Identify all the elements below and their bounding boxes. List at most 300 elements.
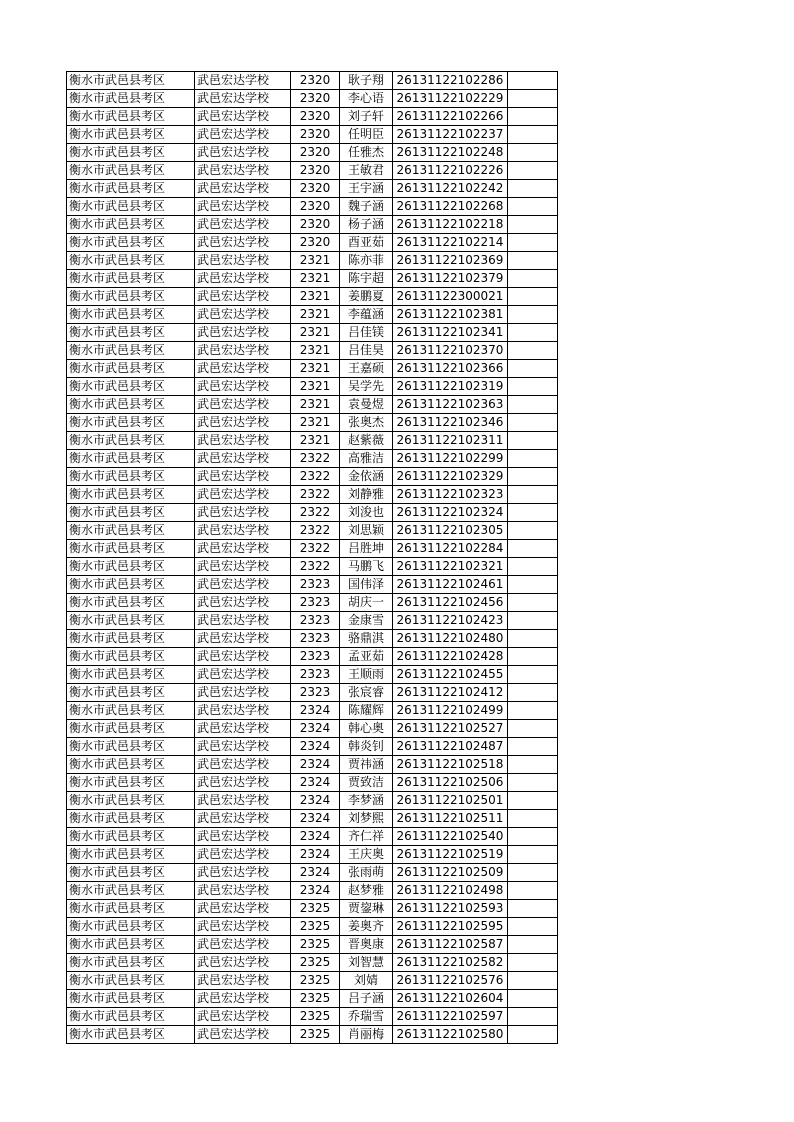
- cell-exam-room: 2324: [291, 738, 340, 756]
- cell-empty: [508, 810, 558, 828]
- cell-exam-room: 2324: [291, 756, 340, 774]
- cell-exam-region: 衡水市武邑县考区: [67, 486, 195, 504]
- cell-exam-room: 2325: [291, 936, 340, 954]
- cell-exam-region: 衡水市武邑县考区: [67, 360, 195, 378]
- table-row: [67, 342, 558, 360]
- cell-school: 武邑宏达学校: [195, 954, 291, 972]
- cell-exam-room: 2324: [291, 774, 340, 792]
- table-row: [67, 882, 558, 900]
- cell-exam-room: 2324: [291, 810, 340, 828]
- cell-empty: [508, 306, 558, 324]
- cell-school: 武邑宏达学校: [195, 252, 291, 270]
- table-row: [67, 792, 558, 810]
- cell-student-name: 张雨萌: [340, 864, 393, 882]
- cell-student-name: 肖丽梅: [340, 1026, 393, 1044]
- table-row: [67, 972, 558, 990]
- cell-exam-number: 26131122102582: [393, 954, 508, 972]
- cell-school: 武邑宏达学校: [195, 774, 291, 792]
- cell-exam-region: 衡水市武邑县考区: [67, 126, 195, 144]
- cell-exam-number: 26131122102593: [393, 900, 508, 918]
- cell-exam-number: 26131122102527: [393, 720, 508, 738]
- cell-exam-room: 2322: [291, 450, 340, 468]
- cell-student-name: 孟亚茹: [340, 648, 393, 666]
- cell-exam-room: 2321: [291, 414, 340, 432]
- cell-school: 武邑宏达学校: [195, 504, 291, 522]
- cell-student-name: 吕佳昊: [340, 342, 393, 360]
- cell-school: 武邑宏达学校: [195, 486, 291, 504]
- cell-exam-region: 衡水市武邑县考区: [67, 396, 195, 414]
- cell-student-name: 李蕴涵: [340, 306, 393, 324]
- table-row: [67, 720, 558, 738]
- cell-student-name: 韩炎钊: [340, 738, 393, 756]
- cell-school: 武邑宏达学校: [195, 144, 291, 162]
- cell-exam-number: 26131122102381: [393, 306, 508, 324]
- cell-empty: [508, 450, 558, 468]
- cell-exam-room: 2325: [291, 918, 340, 936]
- cell-exam-number: 26131122102305: [393, 522, 508, 540]
- cell-exam-room: 2321: [291, 342, 340, 360]
- cell-exam-number: 26131122102587: [393, 936, 508, 954]
- cell-exam-room: 2322: [291, 468, 340, 486]
- cell-school: 武邑宏达学校: [195, 162, 291, 180]
- cell-exam-number: 26131122102487: [393, 738, 508, 756]
- cell-exam-number: 26131122102311: [393, 432, 508, 450]
- table-row: [67, 180, 558, 198]
- cell-exam-region: 衡水市武邑县考区: [67, 162, 195, 180]
- cell-exam-number: 26131122102237: [393, 126, 508, 144]
- table-row: [67, 162, 558, 180]
- cell-exam-number: 26131122102519: [393, 846, 508, 864]
- cell-exam-number: 26131122102319: [393, 378, 508, 396]
- cell-school: 武邑宏达学校: [195, 684, 291, 702]
- cell-exam-room: 2324: [291, 720, 340, 738]
- cell-exam-number: 26131122102226: [393, 162, 508, 180]
- cell-school: 武邑宏达学校: [195, 558, 291, 576]
- cell-school: 武邑宏达学校: [195, 126, 291, 144]
- cell-school: 武邑宏达学校: [195, 216, 291, 234]
- cell-school: 武邑宏达学校: [195, 450, 291, 468]
- cell-exam-region: 衡水市武邑县考区: [67, 270, 195, 288]
- cell-school: 武邑宏达学校: [195, 396, 291, 414]
- cell-exam-region: 衡水市武邑县考区: [67, 954, 195, 972]
- cell-empty: [508, 360, 558, 378]
- cell-school: 武邑宏达学校: [195, 738, 291, 756]
- table-row: [67, 702, 558, 720]
- cell-exam-region: 衡水市武邑县考区: [67, 576, 195, 594]
- cell-student-name: 马鹏飞: [340, 558, 393, 576]
- cell-exam-number: 26131122102461: [393, 576, 508, 594]
- cell-exam-region: 衡水市武邑县考区: [67, 864, 195, 882]
- table-row: [67, 522, 558, 540]
- cell-school: 武邑宏达学校: [195, 918, 291, 936]
- cell-empty: [508, 648, 558, 666]
- cell-exam-number: 26131122102580: [393, 1026, 508, 1044]
- cell-exam-region: 衡水市武邑县考区: [67, 720, 195, 738]
- cell-student-name: 任雅杰: [340, 144, 393, 162]
- cell-exam-number: 26131122102242: [393, 180, 508, 198]
- table-row: [67, 270, 558, 288]
- table-row: [67, 504, 558, 522]
- cell-exam-room: 2324: [291, 864, 340, 882]
- cell-exam-number: 26131122102370: [393, 342, 508, 360]
- cell-exam-room: 2321: [291, 306, 340, 324]
- cell-student-name: 胡庆一: [340, 594, 393, 612]
- cell-exam-room: 2324: [291, 882, 340, 900]
- cell-exam-room: 2325: [291, 990, 340, 1008]
- cell-school: 武邑宏达学校: [195, 378, 291, 396]
- table-row: [67, 468, 558, 486]
- cell-exam-number: 26131122102498: [393, 882, 508, 900]
- cell-exam-region: 衡水市武邑县考区: [67, 648, 195, 666]
- cell-exam-region: 衡水市武邑县考区: [67, 306, 195, 324]
- cell-student-name: 高雅洁: [340, 450, 393, 468]
- cell-exam-number: 26131122102595: [393, 918, 508, 936]
- cell-school: 武邑宏达学校: [195, 432, 291, 450]
- cell-exam-room: 2322: [291, 486, 340, 504]
- cell-empty: [508, 882, 558, 900]
- cell-student-name: 王顺雨: [340, 666, 393, 684]
- cell-exam-number: 26131122102480: [393, 630, 508, 648]
- cell-empty: [508, 594, 558, 612]
- cell-empty: [508, 468, 558, 486]
- cell-exam-room: 2321: [291, 360, 340, 378]
- cell-school: 武邑宏达学校: [195, 810, 291, 828]
- table-row: [67, 756, 558, 774]
- cell-school: 武邑宏达学校: [195, 702, 291, 720]
- cell-exam-number: 26131122102456: [393, 594, 508, 612]
- cell-exam-region: 衡水市武邑县考区: [67, 972, 195, 990]
- cell-empty: [508, 954, 558, 972]
- cell-student-name: 袁曼煜: [340, 396, 393, 414]
- cell-school: 武邑宏达学校: [195, 468, 291, 486]
- cell-exam-region: 衡水市武邑县考区: [67, 828, 195, 846]
- cell-exam-number: 26131122102604: [393, 990, 508, 1008]
- cell-school: 武邑宏达学校: [195, 306, 291, 324]
- roster-body: [67, 72, 558, 1044]
- cell-exam-region: 衡水市武邑县考区: [67, 738, 195, 756]
- cell-exam-region: 衡水市武邑县考区: [67, 378, 195, 396]
- cell-empty: [508, 846, 558, 864]
- cell-student-name: 陈耀辉: [340, 702, 393, 720]
- table-row: [67, 864, 558, 882]
- cell-exam-region: 衡水市武邑县考区: [67, 810, 195, 828]
- cell-empty: [508, 486, 558, 504]
- cell-student-name: 贾致洁: [340, 774, 393, 792]
- cell-exam-room: 2320: [291, 216, 340, 234]
- cell-exam-room: 2320: [291, 108, 340, 126]
- table-row: [67, 72, 558, 90]
- cell-exam-number: 26131122102576: [393, 972, 508, 990]
- cell-exam-region: 衡水市武邑县考区: [67, 342, 195, 360]
- cell-student-name: 任明臣: [340, 126, 393, 144]
- cell-exam-room: 2322: [291, 558, 340, 576]
- table-row: [67, 126, 558, 144]
- cell-exam-room: 2325: [291, 954, 340, 972]
- cell-exam-room: 2325: [291, 900, 340, 918]
- cell-school: 武邑宏达学校: [195, 648, 291, 666]
- cell-empty: [508, 288, 558, 306]
- cell-empty: [508, 342, 558, 360]
- cell-exam-region: 衡水市武邑县考区: [67, 180, 195, 198]
- cell-exam-number: 26131122102423: [393, 612, 508, 630]
- cell-exam-region: 衡水市武邑县考区: [67, 918, 195, 936]
- table-row: [67, 1008, 558, 1026]
- cell-exam-number: 26131122102268: [393, 198, 508, 216]
- cell-exam-room: 2323: [291, 612, 340, 630]
- table-row: [67, 936, 558, 954]
- cell-exam-region: 衡水市武邑县考区: [67, 522, 195, 540]
- cell-student-name: 杨子涵: [340, 216, 393, 234]
- cell-empty: [508, 702, 558, 720]
- cell-school: 武邑宏达学校: [195, 720, 291, 738]
- cell-exam-region: 衡水市武邑县考区: [67, 216, 195, 234]
- cell-empty: [508, 270, 558, 288]
- cell-school: 武邑宏达学校: [195, 828, 291, 846]
- cell-school: 武邑宏达学校: [195, 1008, 291, 1026]
- cell-exam-number: 26131122102428: [393, 648, 508, 666]
- cell-empty: [508, 828, 558, 846]
- table-row: [67, 486, 558, 504]
- cell-student-name: 吕子涵: [340, 990, 393, 1008]
- table-row: [67, 810, 558, 828]
- cell-empty: [508, 738, 558, 756]
- cell-student-name: 陈亦菲: [340, 252, 393, 270]
- table-row: [67, 234, 558, 252]
- cell-school: 武邑宏达学校: [195, 522, 291, 540]
- cell-school: 武邑宏达学校: [195, 576, 291, 594]
- cell-exam-region: 衡水市武邑县考区: [67, 774, 195, 792]
- cell-exam-number: 26131122102324: [393, 504, 508, 522]
- cell-school: 武邑宏达学校: [195, 180, 291, 198]
- table-row: [67, 900, 558, 918]
- cell-student-name: 贾祎涵: [340, 756, 393, 774]
- cell-exam-number: 26131122102214: [393, 234, 508, 252]
- cell-exam-room: 2320: [291, 144, 340, 162]
- table-row: [67, 774, 558, 792]
- cell-student-name: 李梦涵: [340, 792, 393, 810]
- cell-school: 武邑宏达学校: [195, 1026, 291, 1044]
- table-row: [67, 288, 558, 306]
- cell-empty: [508, 1008, 558, 1026]
- table-row: [67, 738, 558, 756]
- cell-student-name: 姜鹏夏: [340, 288, 393, 306]
- cell-exam-room: 2323: [291, 576, 340, 594]
- table-row: [67, 990, 558, 1008]
- cell-school: 武邑宏达学校: [195, 198, 291, 216]
- cell-exam-region: 衡水市武邑县考区: [67, 684, 195, 702]
- table-row: [67, 576, 558, 594]
- cell-exam-room: 2320: [291, 180, 340, 198]
- cell-student-name: 吕胜坤: [340, 540, 393, 558]
- table-row: [67, 108, 558, 126]
- cell-student-name: 刘静雅: [340, 486, 393, 504]
- cell-empty: [508, 252, 558, 270]
- table-row: [67, 432, 558, 450]
- cell-student-name: 耿子翔: [340, 72, 393, 90]
- cell-exam-room: 2322: [291, 504, 340, 522]
- table-row: [67, 954, 558, 972]
- table-row: [67, 540, 558, 558]
- cell-exam-region: 衡水市武邑县考区: [67, 234, 195, 252]
- cell-empty: [508, 684, 558, 702]
- cell-exam-region: 衡水市武邑县考区: [67, 450, 195, 468]
- cell-exam-room: 2321: [291, 432, 340, 450]
- cell-student-name: 吴学先: [340, 378, 393, 396]
- cell-exam-number: 26131122102455: [393, 666, 508, 684]
- cell-student-name: 陈宇超: [340, 270, 393, 288]
- cell-empty: [508, 918, 558, 936]
- cell-empty: [508, 324, 558, 342]
- cell-exam-region: 衡水市武邑县考区: [67, 846, 195, 864]
- cell-school: 武邑宏达学校: [195, 864, 291, 882]
- cell-empty: [508, 504, 558, 522]
- cell-student-name: 刘子轩: [340, 108, 393, 126]
- cell-empty: [508, 864, 558, 882]
- table-row: [67, 648, 558, 666]
- cell-exam-room: 2325: [291, 1008, 340, 1026]
- cell-empty: [508, 234, 558, 252]
- cell-student-name: 张奥杰: [340, 414, 393, 432]
- cell-school: 武邑宏达学校: [195, 594, 291, 612]
- cell-school: 武邑宏达学校: [195, 288, 291, 306]
- cell-empty: [508, 666, 558, 684]
- cell-exam-number: 26131122102501: [393, 792, 508, 810]
- cell-empty: [508, 900, 558, 918]
- cell-empty: [508, 216, 558, 234]
- cell-school: 武邑宏达学校: [195, 882, 291, 900]
- cell-exam-room: 2325: [291, 1026, 340, 1044]
- cell-empty: [508, 144, 558, 162]
- cell-student-name: 刘婧: [340, 972, 393, 990]
- cell-exam-number: 26131122102499: [393, 702, 508, 720]
- table-row: [67, 558, 558, 576]
- cell-student-name: 李心语: [340, 90, 393, 108]
- cell-school: 武邑宏达学校: [195, 972, 291, 990]
- cell-exam-room: 2321: [291, 288, 340, 306]
- cell-student-name: 赵紫薇: [340, 432, 393, 450]
- cell-school: 武邑宏达学校: [195, 666, 291, 684]
- cell-exam-room: 2323: [291, 648, 340, 666]
- cell-exam-number: 26131122300021: [393, 288, 508, 306]
- cell-empty: [508, 432, 558, 450]
- cell-student-name: 刘梦熙: [340, 810, 393, 828]
- cell-exam-number: 26131122102511: [393, 810, 508, 828]
- cell-exam-number: 26131122102266: [393, 108, 508, 126]
- table-row: [67, 216, 558, 234]
- cell-exam-region: 衡水市武邑县考区: [67, 756, 195, 774]
- cell-school: 武邑宏达学校: [195, 108, 291, 126]
- cell-student-name: 吕佳镁: [340, 324, 393, 342]
- table-row: [67, 918, 558, 936]
- cell-empty: [508, 774, 558, 792]
- table-row: [67, 198, 558, 216]
- cell-school: 武邑宏达学校: [195, 990, 291, 1008]
- cell-exam-room: 2320: [291, 234, 340, 252]
- cell-exam-number: 26131122102509: [393, 864, 508, 882]
- cell-exam-region: 衡水市武邑县考区: [67, 144, 195, 162]
- table-row: [67, 1026, 558, 1044]
- cell-exam-room: 2320: [291, 198, 340, 216]
- cell-exam-number: 26131122102518: [393, 756, 508, 774]
- cell-student-name: 贾鋆琳: [340, 900, 393, 918]
- cell-student-name: 赵梦雅: [340, 882, 393, 900]
- cell-exam-region: 衡水市武邑县考区: [67, 594, 195, 612]
- cell-exam-region: 衡水市武邑县考区: [67, 504, 195, 522]
- cell-school: 武邑宏达学校: [195, 756, 291, 774]
- cell-exam-room: 2321: [291, 270, 340, 288]
- cell-exam-room: 2323: [291, 594, 340, 612]
- cell-exam-region: 衡水市武邑县考区: [67, 882, 195, 900]
- cell-student-name: 张宸睿: [340, 684, 393, 702]
- table-row: [67, 414, 558, 432]
- cell-exam-number: 26131122102366: [393, 360, 508, 378]
- cell-exam-room: 2324: [291, 702, 340, 720]
- cell-student-name: 金依涵: [340, 468, 393, 486]
- cell-exam-room: 2323: [291, 684, 340, 702]
- cell-exam-room: 2325: [291, 972, 340, 990]
- cell-exam-region: 衡水市武邑县考区: [67, 288, 195, 306]
- cell-empty: [508, 630, 558, 648]
- cell-empty: [508, 720, 558, 738]
- cell-exam-region: 衡水市武邑县考区: [67, 990, 195, 1008]
- table-row: [67, 360, 558, 378]
- table-row: [67, 684, 558, 702]
- cell-student-name: 姜奥齐: [340, 918, 393, 936]
- cell-empty: [508, 90, 558, 108]
- cell-empty: [508, 72, 558, 90]
- cell-school: 武邑宏达学校: [195, 846, 291, 864]
- table-row: [67, 396, 558, 414]
- cell-student-name: 国伟泽: [340, 576, 393, 594]
- cell-exam-room: 2324: [291, 828, 340, 846]
- cell-exam-number: 26131122102299: [393, 450, 508, 468]
- cell-exam-region: 衡水市武邑县考区: [67, 666, 195, 684]
- cell-empty: [508, 936, 558, 954]
- table-row: [67, 144, 558, 162]
- cell-exam-number: 26131122102218: [393, 216, 508, 234]
- cell-exam-region: 衡水市武邑县考区: [67, 252, 195, 270]
- table-row: [67, 378, 558, 396]
- cell-exam-room: 2322: [291, 540, 340, 558]
- cell-exam-room: 2320: [291, 162, 340, 180]
- cell-student-name: 齐仁祥: [340, 828, 393, 846]
- cell-exam-region: 衡水市武邑县考区: [67, 792, 195, 810]
- table-row: [67, 666, 558, 684]
- cell-school: 武邑宏达学校: [195, 900, 291, 918]
- cell-school: 武邑宏达学校: [195, 270, 291, 288]
- cell-empty: [508, 414, 558, 432]
- cell-student-name: 刘浚也: [340, 504, 393, 522]
- cell-empty: [508, 162, 558, 180]
- table-row: [67, 306, 558, 324]
- cell-student-name: 晋奥康: [340, 936, 393, 954]
- cell-school: 武邑宏达学校: [195, 792, 291, 810]
- cell-exam-region: 衡水市武邑县考区: [67, 612, 195, 630]
- cell-exam-number: 26131122102323: [393, 486, 508, 504]
- cell-school: 武邑宏达学校: [195, 360, 291, 378]
- cell-exam-region: 衡水市武邑县考区: [67, 558, 195, 576]
- table-row: [67, 594, 558, 612]
- cell-exam-region: 衡水市武邑县考区: [67, 324, 195, 342]
- cell-empty: [508, 612, 558, 630]
- cell-school: 武邑宏达学校: [195, 414, 291, 432]
- cell-empty: [508, 792, 558, 810]
- table-row: [67, 324, 558, 342]
- cell-empty: [508, 990, 558, 1008]
- cell-exam-room: 2321: [291, 378, 340, 396]
- cell-exam-region: 衡水市武邑县考区: [67, 414, 195, 432]
- cell-school: 武邑宏达学校: [195, 540, 291, 558]
